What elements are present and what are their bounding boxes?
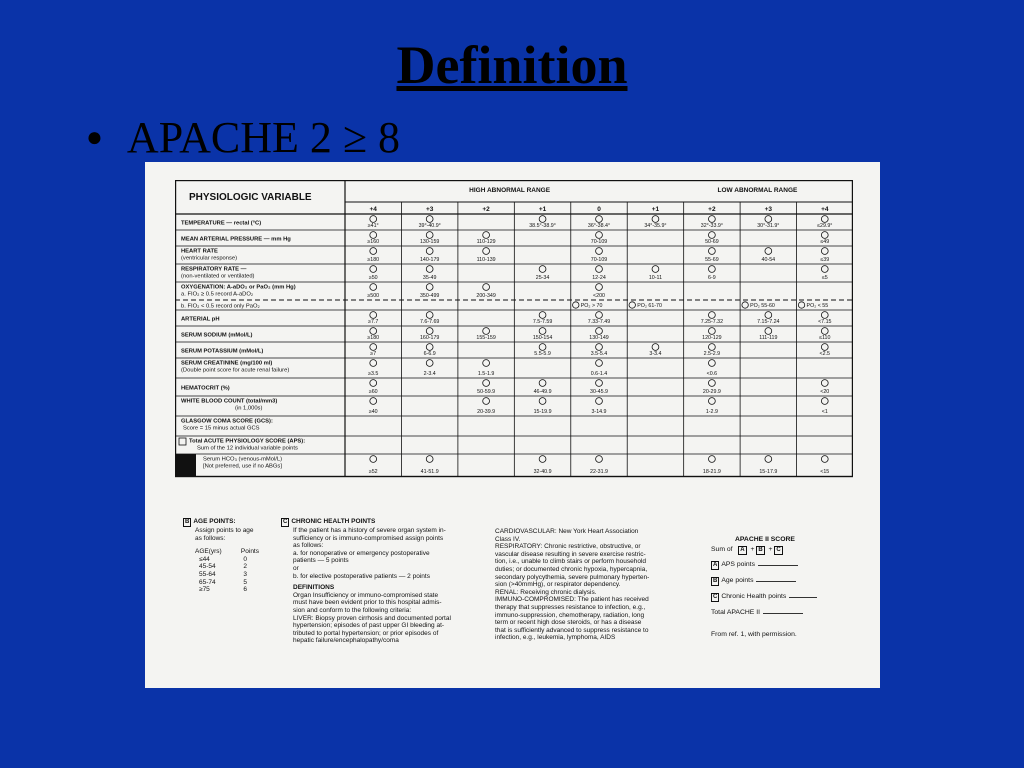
- age-points-box: B: [185, 519, 190, 525]
- definition-lines: [293, 592, 451, 645]
- score-bubble-icon: [370, 328, 377, 335]
- age-points-block: [183, 518, 259, 594]
- cell-value: 1.5-1.9: [477, 371, 495, 377]
- score-bubble-icon: [708, 216, 715, 223]
- score-bubble-icon: [708, 456, 715, 463]
- cell-value: 200-349: [476, 293, 496, 299]
- age-row: [199, 586, 247, 594]
- score-bubble-icon: [596, 248, 603, 255]
- cell-value: 18-21.9: [702, 469, 721, 475]
- score-bubble-icon: [821, 266, 828, 273]
- score-bubble-icon: [596, 360, 603, 367]
- row-label: (ventricular response): [181, 255, 238, 262]
- score-bubble-icon: [370, 380, 377, 387]
- cell-value: 41-51.9: [420, 469, 439, 475]
- cell-value: 2-3.4: [423, 371, 436, 377]
- cell-value: 150-154: [532, 335, 553, 341]
- score-bubble-icon: [483, 328, 490, 335]
- cell-value: 3-3.4: [649, 351, 662, 357]
- score-bubble-icon: [426, 344, 433, 351]
- cell-value: 7.33-7.49: [587, 319, 611, 325]
- sum-box-a: A: [740, 547, 745, 553]
- criteria-line-5: duties; or documented chronic hypoxia, hypercapnia,: [495, 565, 648, 573]
- score-bubble-icon: [426, 360, 433, 367]
- chronic-line-4: patients — 5 points: [293, 557, 349, 565]
- row-label: [Not preferred, use if no ABGs]: [203, 463, 282, 470]
- row-label: (non-ventilated or ventilated): [181, 273, 255, 280]
- score-bubble-icon: [596, 398, 603, 405]
- cell-value: 110-129: [476, 239, 496, 245]
- cell-value: 0.6-1.4: [590, 371, 608, 377]
- score-bubble-icon: [596, 266, 603, 273]
- age-points-line: [711, 577, 817, 586]
- cell-value: 1-2.9: [705, 409, 718, 415]
- chronic-lines: [293, 527, 451, 580]
- cell-value: 15-17.9: [759, 469, 778, 475]
- chronic-line-5: or: [293, 564, 299, 572]
- score-bubble-icon: [708, 344, 715, 351]
- definition-line-6: hepatic failure/encephalopathy/coma: [293, 637, 399, 645]
- cell-value: 70-109: [590, 239, 608, 245]
- score-bubble-icon: [483, 360, 490, 367]
- score-bubble-icon: [539, 380, 546, 387]
- age-range: ≤44: [199, 555, 210, 563]
- hco3-black-tab: [176, 454, 196, 476]
- cell-value: 39°-40.9°: [418, 223, 441, 229]
- score-bubble-icon: [629, 302, 635, 308]
- cell-value: ≥180: [367, 257, 380, 263]
- cell-value: ≤49: [820, 239, 830, 245]
- score-bubble-icon: [483, 380, 490, 387]
- cell-value: 7.25-7.32: [700, 319, 724, 325]
- cell-value: ≤5: [821, 275, 828, 281]
- age-row: [199, 579, 247, 587]
- score-bubble-icon: [798, 302, 804, 308]
- age-points-value: 3: [243, 570, 247, 578]
- row-label: MEAN ARTERIAL PRESSURE — mm Hg: [181, 236, 291, 243]
- score-bubble-icon: [426, 248, 433, 255]
- physiology-table: [175, 180, 853, 510]
- chronic-points-box: C: [713, 594, 718, 600]
- score-bubble-icon: [426, 266, 433, 273]
- cell-value: 7.6-7.69: [419, 319, 440, 325]
- cell-value: ≤39: [820, 257, 830, 263]
- definition-line-3: LIVER: Biopsy proven cirrhosis and documented portal: [293, 614, 451, 622]
- age-points-title: AGE POINTS:: [193, 518, 236, 525]
- age-row: [199, 571, 247, 579]
- age-row: [199, 563, 247, 571]
- score-bubble-icon: [426, 284, 433, 291]
- cell-value: 22-31.9: [590, 469, 608, 475]
- low-abnormal-range-header: LOW ABNORMAL RANGE: [717, 187, 798, 194]
- score-bubble-icon: [708, 360, 715, 367]
- column-header: +1: [651, 206, 660, 213]
- criteria-line-4: tion, i.e., unable to climb stairs or perform household: [495, 558, 647, 566]
- score-bubble-icon: [765, 456, 772, 463]
- cell-value: ≤29.9°: [817, 223, 833, 229]
- score-bubble-icon: [708, 398, 715, 405]
- chronic-line-6: b. for elective postoperative patients — 2 points: [293, 572, 430, 580]
- row-label: (Double point score for acute renal failure): [181, 367, 290, 374]
- cell-value: 70-109: [590, 257, 608, 263]
- cell-value: ≥160: [367, 239, 380, 245]
- row-label: TEMPERATURE — rectal (°C): [181, 220, 262, 227]
- criteria-line-6: secondary polycythemia, severe pulmonary hyperten-: [495, 573, 650, 581]
- score-bubble-icon: [426, 232, 433, 239]
- total-apache-label: Total APACHE II: [711, 609, 760, 616]
- age-points-value: 6: [243, 586, 247, 594]
- cell-value: ≥41°: [367, 223, 379, 229]
- score-bubble-icon: [596, 284, 603, 291]
- cell-value: 32°-33.9°: [700, 223, 723, 229]
- score-bubble-icon: [370, 344, 377, 351]
- age-points-label: Age points: [721, 577, 754, 584]
- criteria-block: [495, 528, 649, 642]
- cell-value: ≥7.7: [368, 319, 379, 325]
- column-header: +4: [369, 206, 377, 213]
- age-points-value: 2: [243, 563, 247, 571]
- criteria-line-12: term or recent high dose steroids, or has a disease: [495, 619, 642, 627]
- cell-value: 155-159: [476, 335, 496, 341]
- apache-score-title: APACHE II SCORE: [735, 536, 795, 543]
- cell-value: <2.5: [819, 351, 831, 357]
- criteria-line-11: immuno-suppression, chemotherapy, radiation, long: [495, 611, 645, 619]
- score-bubble-icon: [821, 232, 828, 239]
- aps-points-label: APS points: [721, 561, 755, 568]
- age-row: [199, 556, 247, 564]
- score-bubble-icon: [483, 284, 490, 291]
- sum-of-label: Sum of: [711, 546, 733, 553]
- score-bubble-icon: [708, 232, 715, 239]
- score-bubble-icon: [370, 284, 377, 291]
- cell-value: ≥500: [367, 293, 380, 299]
- score-bubble-icon: [426, 216, 433, 223]
- slide-title: Definition: [396, 35, 628, 95]
- slide-bullet: [86, 112, 400, 163]
- aps-label-box-icon: [179, 438, 186, 445]
- criteria-line-7: sion (>40mmHg), or respirator dependency.: [495, 581, 621, 589]
- cell-value: PO₂ > 70: [580, 303, 603, 310]
- points-col-header: Points: [240, 548, 259, 556]
- aps-points-line: [711, 561, 817, 570]
- criteria-line-10: therapy that suppresses resistance to infection, e.g.,: [495, 603, 646, 611]
- cell-value: 40-54: [761, 257, 776, 263]
- chronic-points-label: Chronic Health points: [721, 593, 787, 600]
- cell-value: 350-499: [419, 293, 440, 299]
- sum-box-b: B: [758, 547, 763, 553]
- source-note: From ref. 1, with permission.: [711, 631, 797, 638]
- cell-value: 3-14.9: [591, 409, 607, 415]
- cell-value: 10-11: [648, 275, 663, 281]
- score-bubble-icon: [765, 248, 772, 255]
- chronic-line-0: If the patient has a history of severe organ system in-: [293, 527, 446, 534]
- score-bubble-icon: [370, 456, 377, 463]
- cell-value: 50-59.9: [477, 389, 496, 395]
- high-abnormal-range-header: HIGH ABNORMAL RANGE: [469, 187, 551, 194]
- row-label: HEART RATE: [181, 248, 218, 255]
- criteria-line-14: infection, e.g., leukemia, lymphoma, AIDS: [495, 634, 616, 642]
- column-header: 0: [597, 206, 601, 213]
- chronic-points-line: [711, 593, 817, 602]
- score-bubble-icon: [652, 266, 659, 273]
- row-label: RESPIRATORY RATE —: [181, 266, 247, 273]
- definition-line-2: sion and conform to the following criteria:: [293, 606, 412, 614]
- physiologic-variable-header: PHYSIOLOGIC VARIABLE: [189, 192, 312, 203]
- score-bubble-icon: [708, 312, 715, 319]
- cell-value: 35-49: [422, 275, 437, 281]
- score-bubble-icon: [370, 216, 377, 223]
- definitions-title: DEFINITIONS: [293, 584, 335, 592]
- cell-value: 34°-35.9°: [644, 223, 667, 229]
- score-bubble-icon: [539, 312, 546, 319]
- score-bubble-icon: [539, 344, 546, 351]
- score-bubble-icon: [483, 248, 490, 255]
- score-bubble-icon: [596, 344, 603, 351]
- cell-value: <200: [593, 293, 605, 299]
- cell-value: 130-149: [589, 335, 609, 341]
- definition-line-4: hypertension; episodes of past upper GI bleeding at-: [293, 622, 445, 630]
- cell-value: 2.5-2.9: [703, 351, 721, 357]
- score-bubble-icon: [765, 216, 772, 223]
- criteria-line-1: Class IV.: [495, 535, 521, 543]
- age-col-header: AGE(yrs): [195, 548, 222, 556]
- row-label: Score = 15 minus actual GCS: [183, 425, 260, 432]
- age-range: 45-54: [199, 563, 216, 571]
- criteria-line-13: that is sufficiently advanced to suppress resistance to: [495, 626, 649, 634]
- score-bubble-icon: [821, 344, 828, 351]
- score-bubble-icon: [483, 232, 490, 239]
- cell-value: 46-49.9: [533, 389, 552, 395]
- chronic-health-block: [281, 518, 451, 645]
- cell-value: <1: [821, 409, 828, 415]
- cell-value: 5.5-5.9: [534, 351, 551, 357]
- cell-value: 6-6.9: [423, 351, 436, 357]
- score-bubble-icon: [652, 344, 659, 351]
- score-bubble-icon: [483, 398, 490, 405]
- row-label: Total ACUTE PHYSIOLOGY SCORE (APS):: [189, 438, 306, 445]
- score-bubble-icon: [821, 456, 828, 463]
- sum-box-c: C: [776, 547, 781, 553]
- chronic-line-2: as follows:: [293, 542, 324, 550]
- score-bubble-icon: [426, 328, 433, 335]
- score-bubble-icon: [596, 456, 603, 463]
- cell-value: PO₂ 61-70: [637, 303, 662, 310]
- cell-value: <0.6: [706, 371, 718, 377]
- definition-line-0: Organ Insufficiency or immuno-compromised state: [293, 591, 439, 599]
- score-bubble-icon: [539, 266, 546, 273]
- score-bubble-icon: [596, 328, 603, 335]
- age-points-intro-2: as follows:: [195, 534, 226, 542]
- column-header: +3: [764, 206, 773, 213]
- chronic-line-3: a. for nonoperative or emergency postoperative: [293, 549, 430, 557]
- sum-of-line: Sum of A + B + C: [711, 546, 781, 553]
- cell-value: ≥7: [370, 351, 377, 357]
- cell-value: 140-179: [419, 257, 440, 263]
- cell-value: ≥40: [368, 409, 378, 415]
- score-bubble-icon: [596, 312, 603, 319]
- row-label: (in 1,000s): [235, 405, 263, 412]
- cell-value: 120-129: [702, 335, 722, 341]
- cell-value: 3.5-5.4: [590, 351, 608, 357]
- age-points-header: [195, 548, 259, 556]
- column-header: +1: [538, 206, 547, 213]
- definition-line-1: must have been evident prior to this hospital admis-: [293, 599, 442, 607]
- row-label: a. FIO₂ ≥ 0.5 record A-aDO₂: [181, 291, 254, 298]
- cell-value: 32-40.9: [533, 469, 552, 475]
- cell-value: 30°-31.9°: [757, 223, 780, 229]
- criteria-line-9: IMMUNO-COMPROMISED: The patient has received: [495, 596, 649, 604]
- row-label: SERUM CREATININE (mg/100 ml): [181, 360, 273, 367]
- score-bubble-icon: [821, 248, 828, 255]
- cell-value: 12-24: [592, 275, 606, 281]
- score-bubble-icon: [370, 232, 377, 239]
- cell-value: ≤110: [819, 335, 831, 341]
- column-header: +4: [821, 206, 829, 213]
- chronic-title: CHRONIC HEALTH POINTS: [291, 518, 376, 525]
- row-label: HEMATOCRIT (%): [181, 385, 230, 392]
- row-label: b. FIO₂ < 0.5 record only PaO₂: [181, 303, 260, 310]
- column-header: +2: [482, 206, 490, 213]
- score-bubble-icon: [821, 328, 828, 335]
- score-bubble-icon: [573, 302, 579, 308]
- score-bubble-icon: [370, 248, 377, 255]
- row-label: WHITE BLOOD COUNT (total/mm3): [181, 398, 278, 405]
- criteria-line-2: RESPIRATORY: Chronic restrictive, obstructive, or: [495, 543, 641, 551]
- age-points-rows: [199, 556, 259, 594]
- cell-value: 160-179: [419, 335, 440, 341]
- cell-value: 38.5°-38.9°: [529, 223, 556, 229]
- cell-value: ≥60: [368, 389, 378, 395]
- score-bubble-icon: [821, 216, 828, 223]
- row-label: Serum HCO₃ (venous-mMol/L): [203, 456, 283, 463]
- criteria-line-8: RENAL: Receiving chronic dialysis.: [495, 588, 597, 596]
- criteria-line-0: CARDIOVASCULAR: New York Heart Association: [495, 528, 639, 535]
- row-label: OXYGENATION: A-aDO₂ or PaO₂ (mm Hg): [181, 284, 296, 291]
- score-bubble-icon: [765, 328, 772, 335]
- cell-value: 110-139: [476, 257, 496, 263]
- cell-value: 20-39.9: [477, 409, 496, 415]
- row-label: ARTERIAL pH: [181, 316, 220, 323]
- cell-value: ≥180: [367, 335, 380, 341]
- score-bubble-icon: [596, 380, 603, 387]
- age-points-value: 0: [243, 555, 247, 563]
- cell-value: 36°-38.4°: [587, 223, 611, 229]
- score-bubble-icon: [652, 216, 659, 223]
- score-bubble-icon: [708, 266, 715, 273]
- scoring-notes: [145, 512, 880, 688]
- score-bubble-icon: [370, 266, 377, 273]
- score-bubble-icon: [821, 398, 828, 405]
- cell-value: <20: [820, 389, 830, 395]
- column-header: +2: [708, 206, 716, 213]
- row-label: SERUM SODIUM (mMol/L): [181, 332, 253, 339]
- chronic-box: C: [283, 519, 288, 525]
- cell-value: <7.15: [818, 319, 832, 325]
- score-bubble-icon: [426, 312, 433, 319]
- score-bubble-icon: [742, 302, 748, 308]
- score-bubble-icon: [708, 328, 715, 335]
- score-bubble-icon: [821, 380, 828, 387]
- score-bubble-icon: [708, 248, 715, 255]
- score-bubble-icon: [765, 312, 772, 319]
- age-range: 55-64: [199, 570, 216, 578]
- score-bubble-icon: [370, 360, 377, 367]
- age-box: B: [713, 578, 718, 584]
- column-header: +3: [425, 206, 434, 213]
- age-points-intro-1: Assign points to age: [195, 527, 254, 534]
- score-bubble-icon: [426, 456, 433, 463]
- cell-value: 55-69: [705, 257, 719, 263]
- row-label: GLASGOW COMA SCORE (GCS):: [181, 418, 273, 425]
- total-line: [711, 609, 817, 617]
- cell-value: 15-19.9: [533, 409, 552, 415]
- score-bubble-icon: [821, 312, 828, 319]
- cell-value: 25-34: [535, 275, 550, 281]
- score-bubble-icon: [539, 216, 546, 223]
- cell-value: ≥52: [368, 469, 378, 475]
- age-range: ≥75: [199, 586, 210, 594]
- cell-value: 130-159: [419, 239, 440, 245]
- cell-value: PO₂ 55-60: [750, 303, 775, 310]
- cell-value: 6-9: [708, 275, 716, 281]
- aps-box: A: [713, 562, 718, 568]
- cell-value: 111-119: [759, 335, 778, 341]
- score-bubble-icon: [370, 312, 377, 319]
- score-bubble-icon: [596, 232, 603, 239]
- cell-value: 7.5-7.59: [532, 319, 553, 325]
- apache-score-block: [711, 536, 817, 639]
- cell-value: 50-69: [705, 239, 719, 245]
- score-bubble-icon: [596, 216, 603, 223]
- criteria-line-3: vascular disease resulting in severe exercise restric-: [495, 550, 646, 558]
- age-points-value: 5: [243, 578, 247, 586]
- cell-value: PO₂ < 55: [806, 303, 829, 310]
- cell-value: ≥3.5: [368, 371, 379, 377]
- cell-value: 20-29.9: [702, 389, 721, 395]
- cell-value: 30-45.9: [590, 389, 608, 395]
- definition-line-5: tributed to portal hypertension; or prior episodes of: [293, 629, 439, 637]
- age-range: 65-74: [199, 578, 216, 586]
- score-bubble-icon: [539, 328, 546, 335]
- chronic-line-1: sufficiency or is immuno-compromised assign points: [293, 534, 444, 542]
- bullet-dot-icon: ●: [86, 121, 103, 153]
- apache-scan: [145, 162, 880, 688]
- row-label: SERUM POTASSIUM (mMol/L): [181, 348, 264, 355]
- cell-value: ≥50: [368, 275, 378, 281]
- row-label: Sum of the 12 individual variable points: [197, 445, 298, 452]
- score-bubble-icon: [539, 456, 546, 463]
- score-bubble-icon: [708, 380, 715, 387]
- cell-value: <15: [820, 469, 830, 475]
- cell-value: 7.15-7.24: [757, 319, 780, 325]
- score-bubble-icon: [539, 398, 546, 405]
- bullet-text: APACHE 2 ≥ 8: [126, 113, 401, 162]
- score-bubble-icon: [370, 398, 377, 405]
